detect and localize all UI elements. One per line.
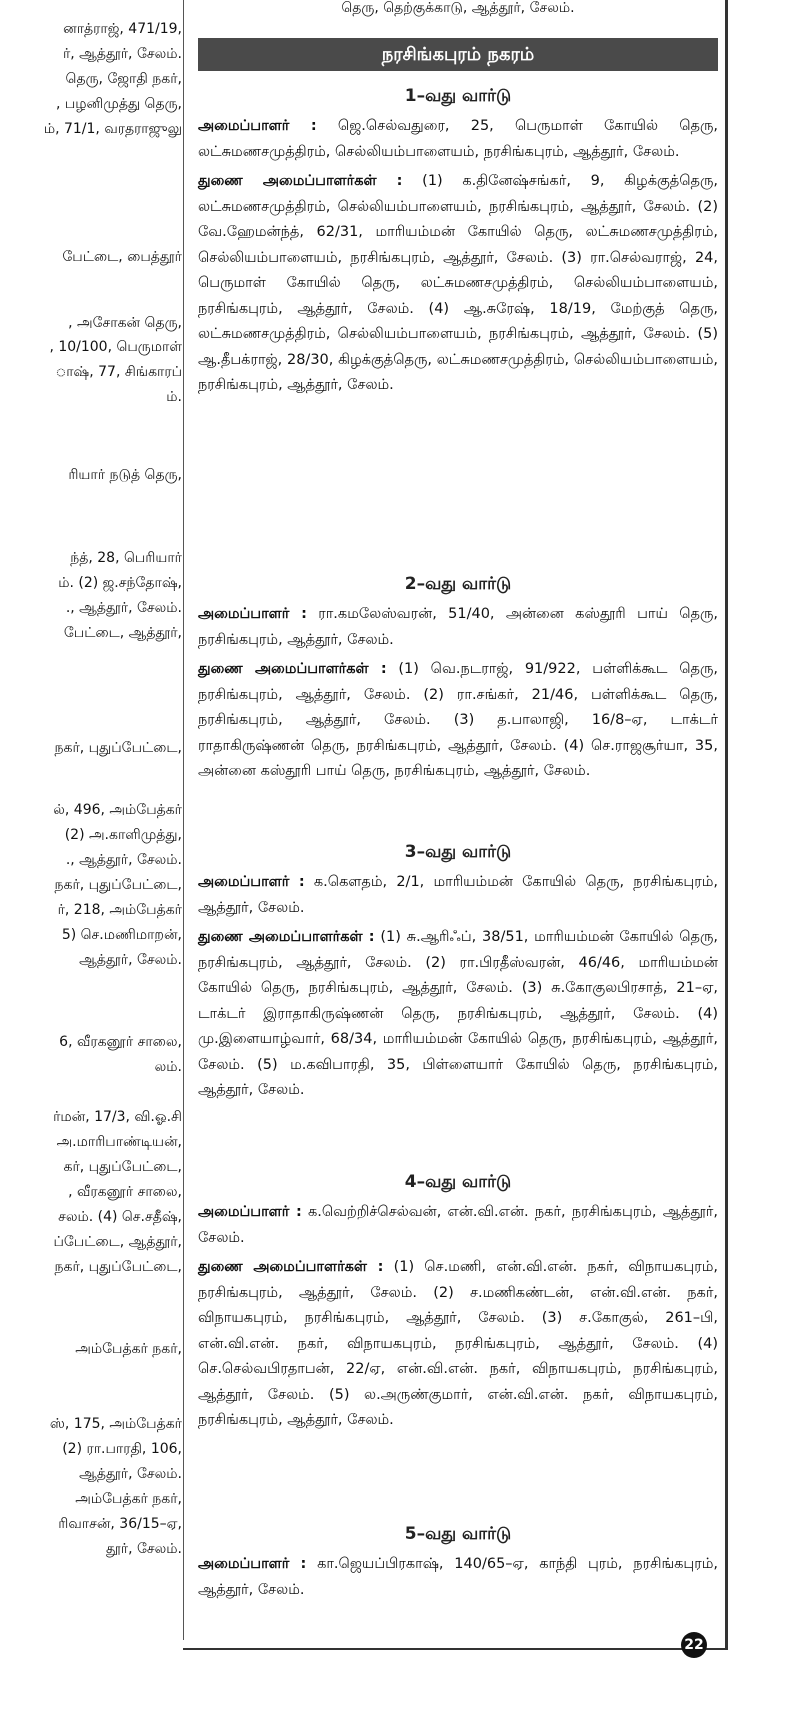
left-fragment: ., ஆத்தூர், சேலம்.	[65, 852, 182, 868]
ward-3-block	[198, 838, 718, 1104]
ward-1-block	[198, 82, 718, 399]
left-fragment: 5) செ.மணிமாறன்,	[61, 927, 182, 943]
left-fragment: தூர், சேலம்.	[106, 1541, 182, 1557]
left-fragment: தெரு, ஜோதி நகர்,	[65, 71, 182, 87]
left-fragment: ஸ், 175, அம்பேத்கர்	[49, 1416, 182, 1432]
deputies-entry	[198, 169, 718, 399]
ward-title: 3–வது வார்டு	[404, 842, 512, 862]
left-fragment: , பழனிமுத்து தெரு,	[55, 96, 182, 112]
column-divider	[183, 0, 184, 1640]
ward-title: 4–வது வார்டு	[404, 1172, 512, 1192]
deputies-label: துணை அமைப்பாளர்கள் :	[198, 1259, 384, 1275]
organizer-text: கா.ஜெயப்பிரகாஷ், 140/65–ஏ, காந்தி புரம், நரசிங்கபுரம், ஆத்தூர், சேலம்.	[198, 1556, 718, 1598]
left-fragment: , 10/100, பெருமாள்	[49, 339, 182, 355]
left-fragment: லம்.	[154, 1059, 182, 1075]
organizer-entry	[198, 1200, 718, 1251]
left-fragment: பேட்டை, பைத்தூர்	[62, 249, 182, 265]
deputies-label: துணை அமைப்பாளர்கள் :	[198, 929, 375, 945]
left-fragment: ம், 71/1, வரதராஜுலு	[43, 121, 182, 137]
page-number-badge: 22	[681, 1632, 707, 1658]
left-fragment: 6, வீரகனூர் சாலை,	[59, 1034, 182, 1050]
left-fragment: அ.மாரிபாண்டியன்,	[56, 1134, 182, 1150]
left-fragment: ந்த், 28, பெரியார்	[70, 550, 182, 566]
ward-2-block	[198, 570, 718, 785]
organizer-label: அமைப்பாளர் :	[198, 1204, 302, 1220]
left-fragment: கர், புதுப்பேட்டை,	[63, 1159, 182, 1175]
left-fragment: ஆத்தூர், சேலம்.	[79, 952, 182, 968]
organizer-label: அமைப்பாளர் :	[198, 874, 305, 890]
ward-5-block	[198, 1520, 718, 1603]
organizer-text: ஜெ.செல்வதுரை, 25, பெருமாள் கோயில் தெரு, லட்சுமணசமுத்திரம், செல்லியம்பாளையம், நரசிங்கபுரம், ஆத்தூர், சேலம்.	[198, 118, 718, 160]
organizer-label: அமைப்பாளர் :	[198, 1556, 307, 1572]
organizer-text: ரா.கமலேஸ்வரன், 51/40, அன்னை கஸ்தூரி பாய் தெரு, நரசிங்கபுரம், ஆத்தூர், சேலம்.	[198, 606, 718, 648]
deputies-text: (1) க.தினேஷ்சங்கர், 9, கிழக்குத்தெரு, லட்சுமணசமுத்திரம், செல்லியம்பாளையம், நரசிங்கபுரம், ஆத்தூர், சேலம். (2) வே.ஹேமன்ந்த், 62/31, மாரியம்மன் கோயில் தெரு, லட்சுமணசமுத்திரம், செல்லியம்பாளையம், நரசிங்கபுரம், ஆத்தூர், சேலம். (3) ரா.செல்வராஜ், 24, பெருமாள் கோயில் தெரு, லட்சுமணசமுத்திரம், செல்லியம்பாளையம், நரசிங்கபுரம், ஆத்தூர், சேலம். (4) ஆ.சுரேஷ், 18/19, மேற்குத் தெரு, லட்சுமணசமுத்திரம், செல்லியம்பாளையம், நரசிங்கபுரம், ஆத்தூர், சேலம். (5) ஆ.தீபக்ராஜ், 28/30, கிழக்குத்தெரு, லட்சுமணசமுத்திரம், செல்லியம்பாளையம், நரசிங்கபுரம், ஆத்தூர், சேலம்.	[198, 173, 718, 393]
left-fragment: , அசோகன் தெரு,	[68, 315, 182, 331]
left-fragment: ரிவாசன், 36/15–ஏ,	[58, 1516, 182, 1532]
left-fragment: (2) ரா.பாரதி, 106,	[62, 1441, 182, 1457]
deputies-label: துணை அமைப்பாளர்கள் :	[198, 661, 387, 677]
deputies-label: துணை அமைப்பாளர்கள் :	[198, 173, 403, 189]
ward-title: 2–வது வார்டு	[404, 574, 512, 594]
left-fragment: ாஷ், 77, சிங்காரப்	[55, 364, 182, 380]
left-fragment: ., ஆத்தூர், சேலம்.	[65, 600, 182, 616]
ward-title: 1–வது வார்டு	[404, 86, 512, 106]
left-fragment: ர், ஆத்தூர், சேலம்.	[62, 46, 182, 62]
organizer-label: அமைப்பாளர் :	[198, 606, 307, 622]
left-fragment: ம். (2) ஜ.சந்தோஷ்,	[58, 575, 182, 591]
page-border-bottom	[183, 1648, 728, 1650]
organizer-entry	[198, 602, 718, 653]
left-fragment: (2) அ.காளிமுத்து,	[64, 827, 182, 843]
left-fragment: , வீரகனூர் சாலை,	[68, 1184, 182, 1200]
left-fragment: நகர், புதுப்பேட்டை,	[54, 1259, 182, 1275]
organizer-text: க.வெற்றிச்செல்வன், என்.வி.என். நகர், நரசிங்கபுரம், ஆத்தூர், சேலம்.	[198, 1204, 718, 1246]
left-fragment: ஆத்தூர், சேலம்.	[79, 1466, 182, 1482]
deputies-entry	[198, 925, 718, 1104]
left-fragment: ர்மன், 17/3, வி.ஓ.சி	[53, 1109, 182, 1125]
deputies-text: (1) செ.மணி, என்.வி.என். நகர், விநாயகபுரம், நரசிங்கபுரம், ஆத்தூர், சேலம். (2) ச.மணிகண்டன், என்.வி.என். நகர், விநாயகபுரம், நரசிங்கபுரம், ஆத்தூர், சேலம். (3) ச.கோகுல், 261–பி, என்.வி.என். நகர், விநாயகபுரம், நரசிங்கபுரம், ஆத்தூர், சேலம். (4) செ.செல்வபிரதாபன், 22/ஏ, என்.வி.என். நகர், விநாயகபுரம், நரசிங்கபுரம், ஆத்தூர், சேலம். (5) ல.அருண்குமார், என்.வி.என். நகர், விநாயகபுரம், நரசிங்கபுரம், ஆத்தூர், சேலம்.	[198, 1259, 718, 1428]
left-fragment: பேட்டை, ஆத்தூர்,	[63, 625, 182, 641]
organizer-text: க.கௌதம், 2/1, மாரியம்மன் கோயில் தெரு, நரசிங்கபுரம், ஆத்தூர், சேலம்.	[198, 874, 718, 916]
organizer-entry	[198, 870, 718, 921]
deputies-entry	[198, 657, 718, 785]
ward-4-block	[198, 1168, 718, 1434]
left-fragment: சலம். (4) செ.சதீஷ்,	[58, 1209, 182, 1225]
section-title: நரசிங்கபுரம் நகரம்	[198, 38, 718, 71]
left-fragment: நகர், புதுப்பேட்டை,	[54, 877, 182, 893]
deputies-text: (1) சு.ஆரிஃப், 38/51, மாரியம்மன் கோயில் தெரு, நரசிங்கபுரம், ஆத்தூர், சேலம். (2) ரா.பிரதீஸ்வரன், 46/46, மாரியம்மன் கோயில் தெரு, நரசிங்கபுரம், ஆத்தூர், சேலம். (3) சு.கோகுலபிரசாத், 21–ஏ, டாக்டர் இராதாகிருஷ்ணன் தெரு, நரசிங்கபுரம், ஆத்தூர், சேலம். (4) மு.இளையாழ்வார், 68/34, மாரியம்மன் கோயில் தெரு, நரசிங்கபுரம், ஆத்தூர், சேலம். (5) ம.கவிபாரதி, 35, பிள்ளையார் கோயில் தெரு, நரசிங்கபுரம், ஆத்தூர், சேலம்.	[198, 929, 718, 1098]
left-fragment: ர், 218, அம்பேத்கர்	[57, 902, 182, 918]
left-fragment: னாத்ராஜ், 471/19,	[63, 21, 182, 37]
left-fragment: அம்பேத்கர் நகர்,	[75, 1341, 182, 1357]
left-column-fragments	[0, 0, 182, 1640]
ward-title: 5–வது வார்டு	[404, 1524, 512, 1544]
left-fragment: நகர், புதுப்பேட்டை,	[54, 740, 182, 756]
left-fragment: ல், 496, அம்பேத்கர்	[53, 802, 182, 818]
page-border-right	[725, 0, 728, 1648]
continuation-line: தெரு, தெற்குக்காடு, ஆத்தூர், சேலம்.	[341, 0, 575, 16]
left-fragment: ப்பேட்டை, ஆத்தூர்,	[53, 1234, 182, 1250]
left-fragment: அம்பேத்கர் நகர்,	[75, 1491, 182, 1507]
left-fragment: ம்.	[166, 389, 182, 405]
deputies-text: (1) வெ.நடராஜ், 91/922, பள்ளிக்கூட தெரு, நரசிங்கபுரம், ஆத்தூர், சேலம். (2) ரா.சங்கர், 21/46, பள்ளிக்கூட தெரு, நரசிங்கபுரம், ஆத்தூர், சேலம். (3) த.பாலாஜி, 16/8–ஏ, டாக்டர் ராதாகிருஷ்ணன் தெரு, நரசிங்கபுரம், ஆத்தூர், சேலம். (4) செ.ராஜசூர்யா, 35, அன்னை கஸ்தூரி பாய் தெரு, நரசிங்கபுரம், ஆத்தூர், சேலம்.	[198, 661, 718, 779]
left-fragment: ரியார் நடுத் தெரு,	[68, 467, 182, 483]
organizer-entry	[198, 1552, 718, 1603]
deputies-entry	[198, 1255, 718, 1434]
organizer-entry	[198, 114, 718, 165]
organizer-label: அமைப்பாளர் :	[198, 118, 317, 134]
